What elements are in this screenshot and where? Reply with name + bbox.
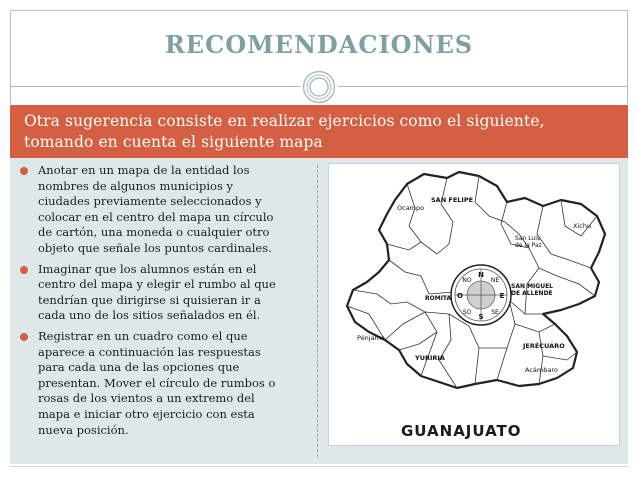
bullet-1-line: objeto que señale los puntos cardinales. [38, 240, 272, 255]
bullet-dot-icon [20, 333, 28, 341]
banner-line-2: tomando en cuenta el siguiente mapa [24, 133, 323, 151]
bullet-1-line: ciudades previamente seleccionados y [38, 194, 262, 209]
bullet-3-line: Registrar en un cuadro como el que [38, 328, 248, 343]
map-caption: GUANAJUATO [401, 422, 522, 440]
bullet-3-line: presentan. Mover el círculo de rumbos o [38, 375, 276, 390]
place-san-luis-line2: de la Paz [515, 242, 542, 249]
bullet-dot-icon [20, 266, 28, 274]
compass-n-label: N [478, 271, 484, 279]
concentric-circles-icon [302, 70, 336, 104]
place-san-miguel-line2: DE ALLENDE [511, 290, 553, 297]
compass-o-label: O [457, 292, 463, 300]
bullet-2-line: cada uno de los sitios señalados en él. [38, 308, 261, 323]
title-rule-left [10, 86, 300, 87]
place-xichu: Xichu [573, 222, 592, 230]
bullet-1-line: nombres de algunos municipios y [38, 178, 234, 193]
place-acambaro: Acámbaro [525, 366, 558, 374]
place-penjamo: Pénjamo [357, 334, 385, 342]
slide-title: RECOMENDACIONES [164, 30, 474, 59]
bullet-1-line: de cartón, una moneda o cualquier otro [38, 225, 270, 240]
guanajuato-map [328, 163, 620, 446]
compass-se-label: SE [491, 309, 499, 316]
banner-line-1: Otra sugerencia consiste en realizar ejercicios como el siguiente, [24, 112, 545, 130]
compass-rose [451, 265, 511, 325]
state-map-graphic [329, 164, 619, 445]
bullet-3-line: rosas de los vientos a un extremo del [38, 391, 255, 406]
place-ocampo: Ocampo [397, 204, 425, 212]
bullet-3-line: aparece a continuación las respuestas [38, 344, 261, 359]
compass-e-label: E [499, 292, 505, 300]
compass-no-label: NO [462, 277, 472, 284]
place-san-felipe: SAN FELIPE [431, 196, 474, 204]
place-yuriria: YURIRIA [415, 354, 445, 362]
column-divider [317, 165, 318, 457]
bullet-list [18, 163, 303, 443]
bullet-2-line: Imaginar que los alumnos están en el [38, 261, 257, 276]
bullet-3-line: mapa e iniciar otro ejercicio con esta [38, 406, 255, 421]
bullet-3-line: nueva posición. [38, 422, 129, 437]
bullet-2-line: tendrían que dirigirse si quisieran ir a [38, 292, 261, 307]
intro-banner [10, 105, 628, 158]
compass-s-label: S [478, 313, 484, 321]
bullet-item-1 [18, 163, 303, 257]
place-jerecuaro: JERÉCUARO [523, 342, 565, 350]
place-san-miguel-line1: SAN MIGUEL [511, 283, 553, 290]
bullet-item-2 [18, 262, 303, 324]
compass-ne-label: NE [490, 277, 500, 284]
title-rule-right [338, 86, 628, 87]
place-san-luis-line1: San Luis [515, 235, 541, 242]
bullet-item-3 [18, 329, 303, 438]
bullet-1-line: Anotar en un mapa de la entidad los [38, 163, 250, 177]
bottom-rule [10, 466, 628, 467]
place-romita: ROMITA [425, 295, 452, 302]
bullet-2-line: centro del mapa y elegir el rumbo al que [38, 277, 276, 292]
bullet-1-line: colocar en el centro del mapa un círculo [38, 209, 274, 224]
compass-so-label: SO [462, 309, 472, 316]
bullet-3-line: para cada una de las opciones que [38, 360, 240, 375]
bullet-dot-icon [20, 167, 28, 175]
